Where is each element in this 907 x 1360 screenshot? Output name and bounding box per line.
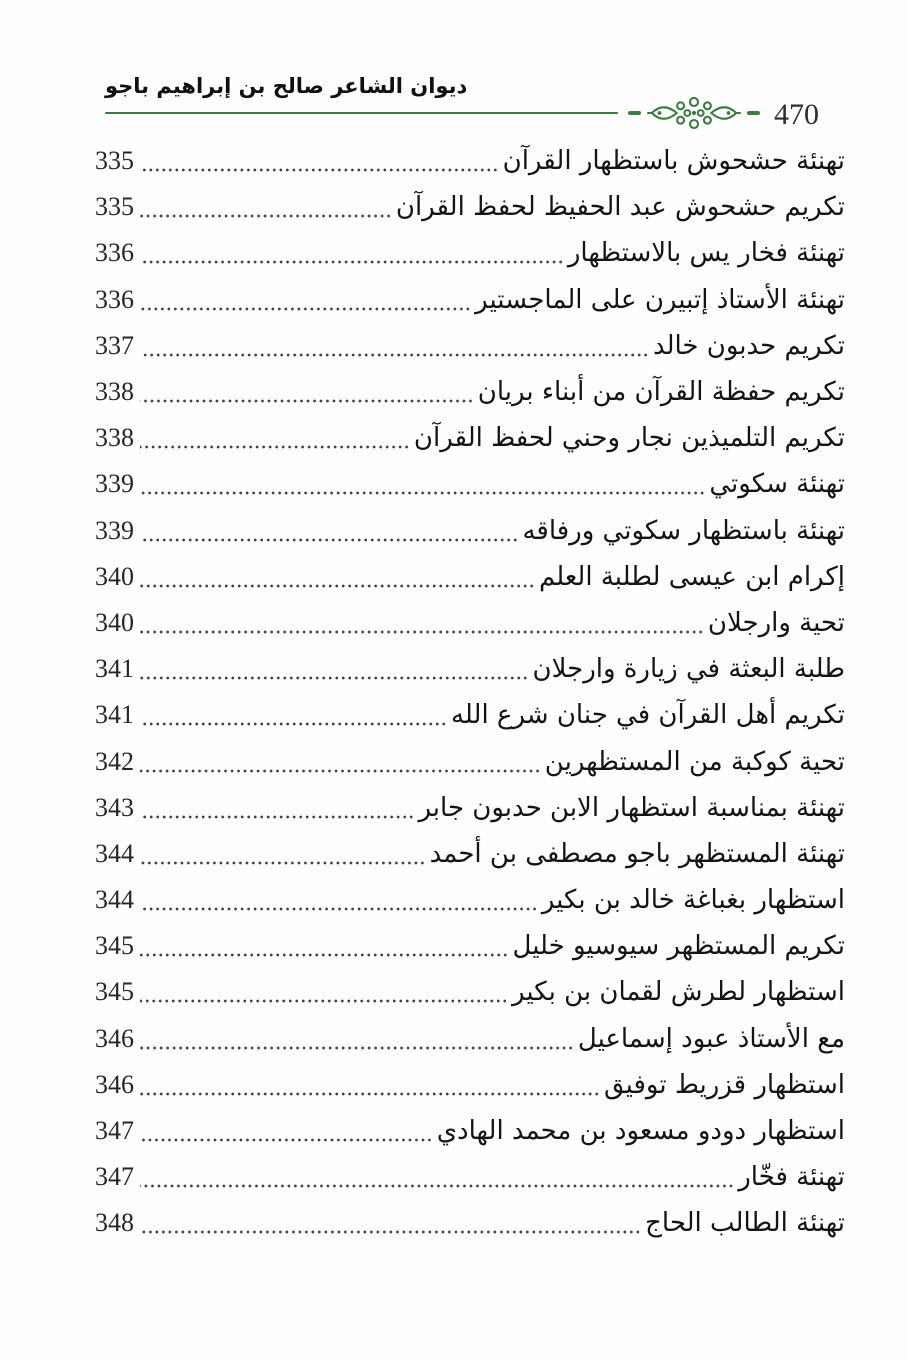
toc-entry-title: تحية وارجلان [707, 607, 845, 638]
toc-entry-title: استظهار بغباغة خالد بن بكير [541, 885, 845, 916]
toc-entry-page: 347 [95, 1116, 134, 1146]
toc-entry-title: تهنئة باستظهار سكوتي ورفاقه [522, 515, 845, 546]
toc-entry-title: استظهار دودو مسعود بن محمد الهادي [436, 1116, 845, 1147]
toc-entry-title: تكريم أهل القرآن في جنان شرع الله [450, 700, 845, 731]
toc-entry-title: تكريم التلميذين نجار وحني لحفظ القرآن [413, 423, 845, 454]
dotted-leader [140, 1137, 433, 1143]
toc-entry [95, 969, 845, 1015]
toc-entry [95, 230, 845, 276]
dotted-leader [140, 721, 447, 727]
dotted-leader [140, 398, 474, 404]
dotted-leader [140, 1045, 574, 1051]
toc-entry-page: 348 [95, 1208, 134, 1238]
toc-entry-page: 338 [95, 377, 134, 407]
toc-entry-page: 344 [95, 885, 134, 915]
toc-entry-title: طلبة البعثة في زيارة وارجلان [532, 654, 845, 685]
toc-entry-page: 344 [95, 838, 134, 868]
dotted-leader [140, 998, 508, 1004]
dotted-leader [140, 352, 649, 358]
toc-entry-page: 342 [95, 746, 134, 776]
toc-entry-title: تحية كوكبة من المستظهرين [544, 746, 845, 777]
toc-entry-title: تكريم حشحوش عبد الحفيظ لحفظ القرآن [395, 192, 845, 223]
dotted-leader [140, 583, 535, 589]
toc-entry [95, 923, 845, 969]
toc-entry-title: تهنئة الطالب الحاج [645, 1208, 845, 1239]
toc-entry-title: استظهار لطرش لقمان بن بكير [512, 977, 845, 1008]
page-content [95, 0, 845, 1247]
toc-entry [95, 554, 845, 600]
toc-entry [95, 277, 845, 323]
toc-entry [95, 184, 845, 230]
dotted-leader [140, 259, 564, 265]
toc-entry-page: 337 [95, 330, 134, 360]
dotted-leader [140, 1183, 734, 1189]
dotted-leader [140, 952, 509, 958]
floral-ornament-icon [646, 90, 742, 136]
toc-entry-page: 341 [95, 700, 134, 730]
toc-entry-page: 339 [95, 469, 134, 499]
toc-entry-title: إكرام ابن عيسى لطلبة العلم [538, 561, 845, 592]
dotted-leader [140, 906, 538, 912]
dotted-leader [140, 675, 529, 681]
toc-entry-page: 336 [95, 238, 134, 268]
ornament-dash-icon [747, 111, 760, 115]
toc-entry-page: 339 [95, 515, 134, 545]
dotted-leader [140, 1091, 600, 1097]
toc-entry [95, 1016, 845, 1062]
toc-entry [95, 785, 845, 831]
page-header [95, 74, 845, 131]
toc-entry-title: تهنئة المستظهر باجو مصطفى بن أحمد [429, 838, 845, 869]
toc-entry [95, 1200, 845, 1246]
toc-entry [95, 600, 845, 646]
toc-entry-page: 340 [95, 607, 134, 637]
dotted-leader [140, 629, 704, 635]
dotted-leader [140, 768, 541, 774]
dotted-leader [140, 860, 426, 866]
book-title: ديوان الشاعر صالح بن إبراهيم باجو [105, 74, 468, 98]
toc-entry [95, 831, 845, 877]
toc-entry-page: 346 [95, 1069, 134, 1099]
toc-entry-page: 343 [95, 792, 134, 822]
toc-entry-page: 347 [95, 1162, 134, 1192]
toc-entry-title: تهنئة فخّار [738, 1162, 845, 1193]
toc-entry-page: 340 [95, 561, 134, 591]
toc-entry [95, 646, 845, 692]
dotted-leader [140, 814, 414, 820]
toc-entry-title: تكريم المستظهر سيوسيو خليل [512, 931, 845, 962]
dotted-leader [140, 306, 471, 312]
toc-entry-page: 338 [95, 423, 134, 453]
page-number: 470 [774, 98, 819, 131]
dotted-leader [140, 444, 410, 450]
dotted-leader [140, 537, 518, 543]
toc-entry-page: 335 [95, 146, 134, 176]
toc-list [95, 138, 845, 1247]
toc-entry [95, 1108, 845, 1154]
toc-entry-title: مع الأستاذ عبود إسماعيل [577, 1023, 845, 1054]
toc-entry-page: 336 [95, 284, 134, 314]
toc-entry-title: تهنئة بمناسبة استظهار الابن حدبون جابر [418, 792, 845, 823]
ornament-dash-icon [628, 111, 641, 115]
toc-entry [95, 323, 845, 369]
toc-entry [95, 1154, 845, 1200]
toc-entry [95, 369, 845, 415]
header-rule [105, 112, 618, 115]
toc-entry-page: 345 [95, 977, 134, 1007]
toc-entry-title: تهنئة فخار يس بالاستظهار [567, 238, 845, 269]
dotted-leader [140, 213, 392, 219]
header-rule-row [105, 98, 819, 131]
toc-entry-title: تهنئة الأستاذ إتبيرن على الماجستير [475, 284, 845, 315]
toc-entry [95, 1062, 845, 1108]
dotted-leader [140, 490, 705, 496]
toc-entry-page: 335 [95, 192, 134, 222]
toc-entry [95, 415, 845, 461]
dotted-leader [140, 167, 499, 173]
toc-entry [95, 138, 845, 184]
toc-entry [95, 738, 845, 784]
toc-entry [95, 461, 845, 507]
toc-entry [95, 877, 845, 923]
toc-entry-title: تكريم حفظة القرآن من أبناء بريان [477, 377, 845, 408]
toc-entry-page: 341 [95, 654, 134, 684]
toc-entry [95, 508, 845, 554]
toc-entry-title: تكريم حدبون خالد [652, 330, 845, 361]
toc-entry-title: تهنئة حشحوش باستظهار القرآن [502, 146, 845, 177]
toc-entry-page: 346 [95, 1023, 134, 1053]
toc-entry [95, 692, 845, 738]
dotted-leader [140, 1229, 641, 1235]
toc-entry-title: استظهار قزريط توفيق [603, 1069, 845, 1100]
toc-entry-title: تهنئة سكوتي [709, 469, 845, 500]
toc-entry-page: 345 [95, 931, 134, 961]
